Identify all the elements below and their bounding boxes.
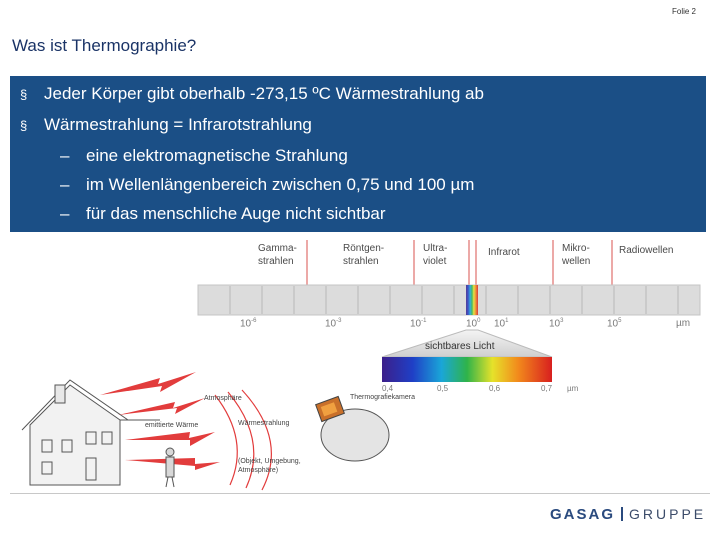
visible-tick: 0,5: [437, 384, 449, 393]
sources-label: (Objekt, Umgebung, Atmosphäre): [238, 458, 301, 474]
visible-band-marker: [466, 285, 478, 315]
sub-bullet-item: – eine elektromagnetische Strahlung: [60, 146, 348, 165]
camera-illustration: [316, 396, 389, 461]
visible-light-label: sichtbares Licht: [425, 341, 495, 352]
scale-tick: $10^{-1}$: [410, 318, 427, 330]
spectrum-bar: [198, 285, 700, 315]
slide-title: Was ist Thermographie?: [12, 36, 197, 55]
scale-tick: $10^{-3}$: [325, 318, 342, 330]
visible-spectrum-bar: [382, 357, 552, 382]
region-divider-lines: [307, 240, 612, 285]
visible-tick: 0,4: [382, 384, 394, 393]
radiation-arcs: [215, 390, 271, 490]
house-illustration: [22, 380, 160, 485]
camera-label: Thermografiekamera: [350, 394, 415, 401]
region-ir-label: Infrarot: [488, 247, 520, 258]
bullet-item: § Wärmestrahlung = Infrarotstrahlung: [20, 115, 312, 134]
region-radio-label: Radiowellen: [619, 245, 674, 256]
region-xray-label: Röntgen- strahlen: [343, 243, 385, 267]
sub-bullet-item: – für das menschliche Auge nicht sichtbar: [60, 204, 386, 223]
scale-tick: $10^{-6}$: [240, 318, 257, 330]
visible-unit: µm: [567, 384, 579, 393]
sub-bullet-item: – im Wellenlängenbereich zwischen 0,75 und 100 µm: [60, 175, 475, 194]
visible-tick: 0,7: [541, 384, 553, 393]
person-illustration: [166, 448, 174, 487]
atmosphere-label: Atmosphäre: [204, 395, 242, 402]
scale-tick: $10^3$: [549, 318, 564, 330]
footer-divider: [10, 493, 710, 494]
region-microwave-label: Mikro- wellen: [562, 243, 591, 267]
radiation-label: Wärmestrahlung: [238, 420, 290, 427]
emitted-heat-label: emittierte Wärme: [145, 422, 199, 429]
scale-tick: $10^5$: [607, 318, 622, 330]
region-gamma-label: Gamma- strahlen: [258, 243, 297, 267]
gasag-logo: GASAG GRUPPE: [550, 506, 707, 523]
scale-tick: $10^1$: [494, 318, 509, 330]
slide-number: Folie 2: [671, 7, 696, 16]
bullet-item: § Jeder Körper gibt oberhalb -273,15 ºC Wärmestrahlung ab: [20, 84, 484, 103]
scale-unit: µm: [676, 318, 691, 329]
visible-tick: 0,6: [489, 384, 501, 393]
region-uv-label: Ultra- violet: [423, 243, 448, 267]
scale-tick: $10^0$: [466, 318, 481, 330]
